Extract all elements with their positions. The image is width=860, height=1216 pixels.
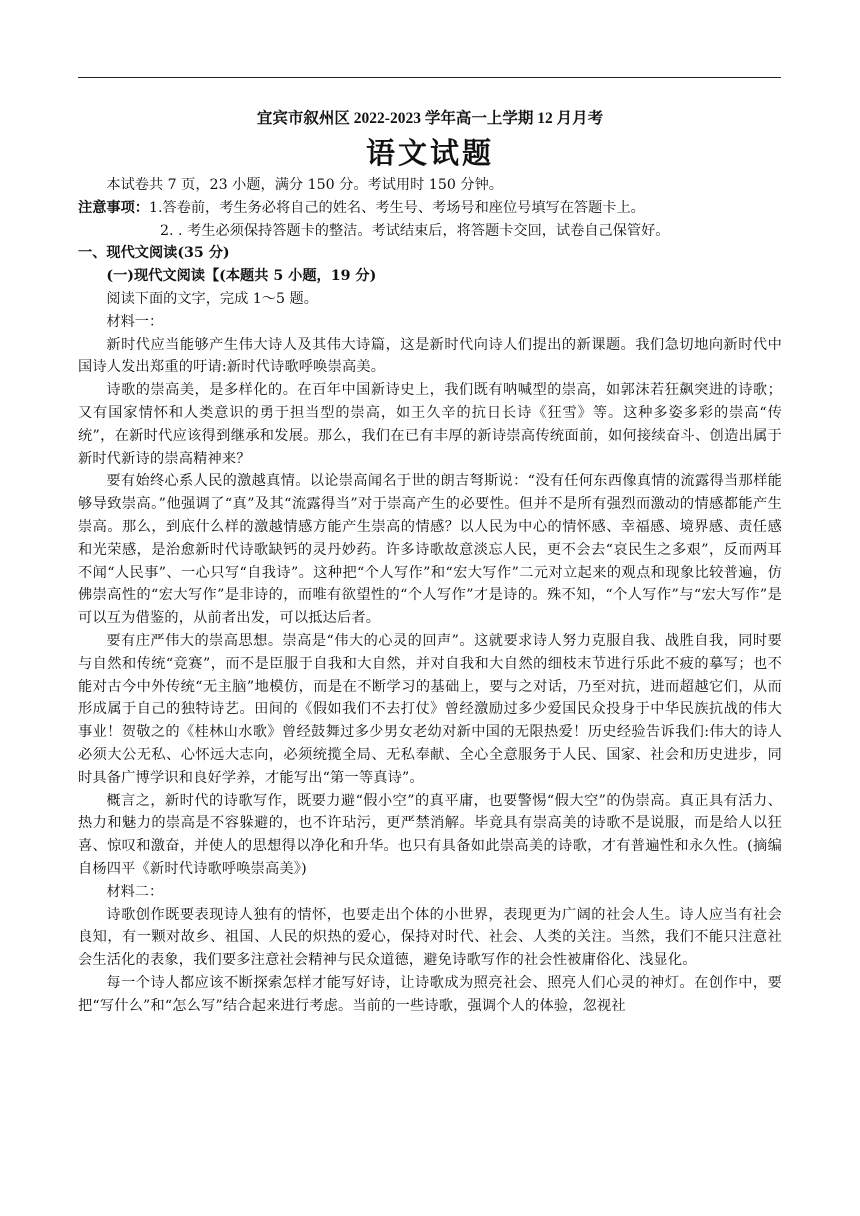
document-body	[78, 108, 782, 1017]
material-1-label: 材料一：	[106, 313, 164, 330]
note-item-2: 2. . 考生必须保持答题卡的整洁。考试结束后，将答题卡交回，试卷自己保管好。	[160, 222, 670, 239]
reading-instruction: 阅读下面的文字，完成 1～5 题。	[106, 290, 318, 307]
material-1-paragraph: 诗歌的崇高美，是多样化的。在百年中国新诗史上，我们既有呐喊型的崇高，如郭沫若狂飙突进的诗歌；又有国家情怀和人类意识的勇于担当型的崇高，如王久辛的抗日长诗《狂雪》等。这种多姿多彩的崇高“传统”，在新时代应该得到继承和发展。那么，我们在已有丰厚的新诗崇高传统面前，如何接续奋斗、创造出属于新时代新诗的崇高精神来？	[78, 382, 782, 467]
material-2-paragraph: 每一个诗人都应该不断探索怎样才能写好诗，让诗歌成为照亮社会、照亮人们心灵的神灯。在创作中，要把“写什么”和“怎么写”结合起来进行考虑。当前的一些诗歌，强调个人的体验，忽视社	[78, 974, 782, 1014]
notes-label: 注意事项：	[78, 199, 149, 216]
material-1-paragraph: 要有庄严伟大的崇高思想。崇高是“伟大的心灵的回声”。这就要求诗人努力克服自我、战胜自我，同时要与自然和传统“竞赛”，而不是臣服于自我和大自然，并对自我和大自然的细枝末节进行乐此不疲的摹写；也不能对古今中外传统“无主脑”地模仿，而是在不断学习的基础上，要与之对话，乃至对抗，进而超越它们，从而形成属于自己的独特诗艺。田间的《假如我们不去打仗》曾经激励过多少爱国民众投身于中华民族抗战的伟大事业！贺敬之的《桂林山水歌》曾经鼓舞过多少男女老幼对新中国的无限热爱！历史经验告诉我们:伟大的诗人必须大公无私、心怀远大志向，必须统揽全局、无私奉献、全心全意服务于人民、国家、社会和历史进步，同时具备广博学识和良好学养，才能写出“第一等真诗”。	[78, 632, 782, 786]
material-2-label: 材料二：	[106, 883, 164, 900]
header-rule	[78, 77, 781, 78]
note-item-1: 1.答卷前，考生务必将自己的姓名、考生号、考场号和座位号填写在答题卡上。	[148, 199, 645, 216]
material-2-paragraph: 诗歌创作既要表现诗人独有的情怀，也要走出个体的小世界，表现更为广阔的社会人生。诗人应当有社会良知，有一颗对故乡、祖国、人民的炽热的爱心，保持对时代、社会、人类的关注。当然，我们不能只注意社会生活化的表象，我们要多注意社会精神与民众道德，避免诗歌写作的社会性被庸俗化、浅显化。	[78, 906, 782, 969]
page-title: 语文试题	[365, 136, 494, 170]
section-heading: 一、现代文阅读(35 分)	[78, 245, 230, 262]
material-1-paragraph: 新时代应当能够产生伟大诗人及其伟大诗篇，这是新时代向诗人们提出的新课题。我们急切地向新时代中国诗人发出郑重的吁请:新时代诗歌呼唤崇高美。	[78, 336, 782, 376]
exam-header-line: 宜宾市叙州区 2022-2023 学年高一上学期 12 月月考	[256, 110, 604, 127]
notes-line-1	[78, 197, 782, 220]
exam-intro: 本试卷共 7 页，23 小题，满分 150 分。考试用时 150 分钟。	[106, 177, 503, 193]
sub-section-heading: (一)现代文阅读【(本题共 5 小题，19 分)	[106, 268, 377, 285]
material-1-paragraph: 要有始终心系人民的激越真情。以论崇高闻名于世的朗吉弩斯说：“没有任何东西像真情的流露得当那样能够导致崇高。”他强调了“真”及其“流露得当”对于崇高产生的必要性。但并不是所有强烈而激动的情感都能产生崇高。那么，到底什么样的激越情感方能产生崇高的情感？以人民为中心的情怀感、幸福感、境界感、责任感和光荣感，是治愈新时代诗歌缺钙的灵丹妙药。许多诗歌故意淡忘人民，更不会去“哀民生之多艰”，反而两耳不闻“人民事”、一心只写“自我诗”。这种把“个人写作”和“宏大写作”二元对立起来的观点和现象比较普遍，仿佛崇高性的“宏大写作”是非诗的，而唯有欲望性的“个人写作”才是诗的。殊不知，“个人写作”与“宏大写作”是可以互为借鉴的，从前者出发，可以抵达后者。	[78, 473, 782, 627]
material-1-paragraph: 概言之，新时代的诗歌写作，既要力避“假小空”的真平庸，也要警惕“假大空”的伪崇高。真正具有活力、热力和魅力的崇高是不容躲避的，也不许玷污，更严禁消解。毕竟具有崇高美的诗歌不是说服，而是给人以狂喜、惊叹和激奋，并使人的思想得以净化和升华。也只有具备如此崇高美的诗歌，才有普遍性和永久性。(摘编自杨四平《新时代诗歌呼唤崇高美》)	[78, 792, 782, 877]
